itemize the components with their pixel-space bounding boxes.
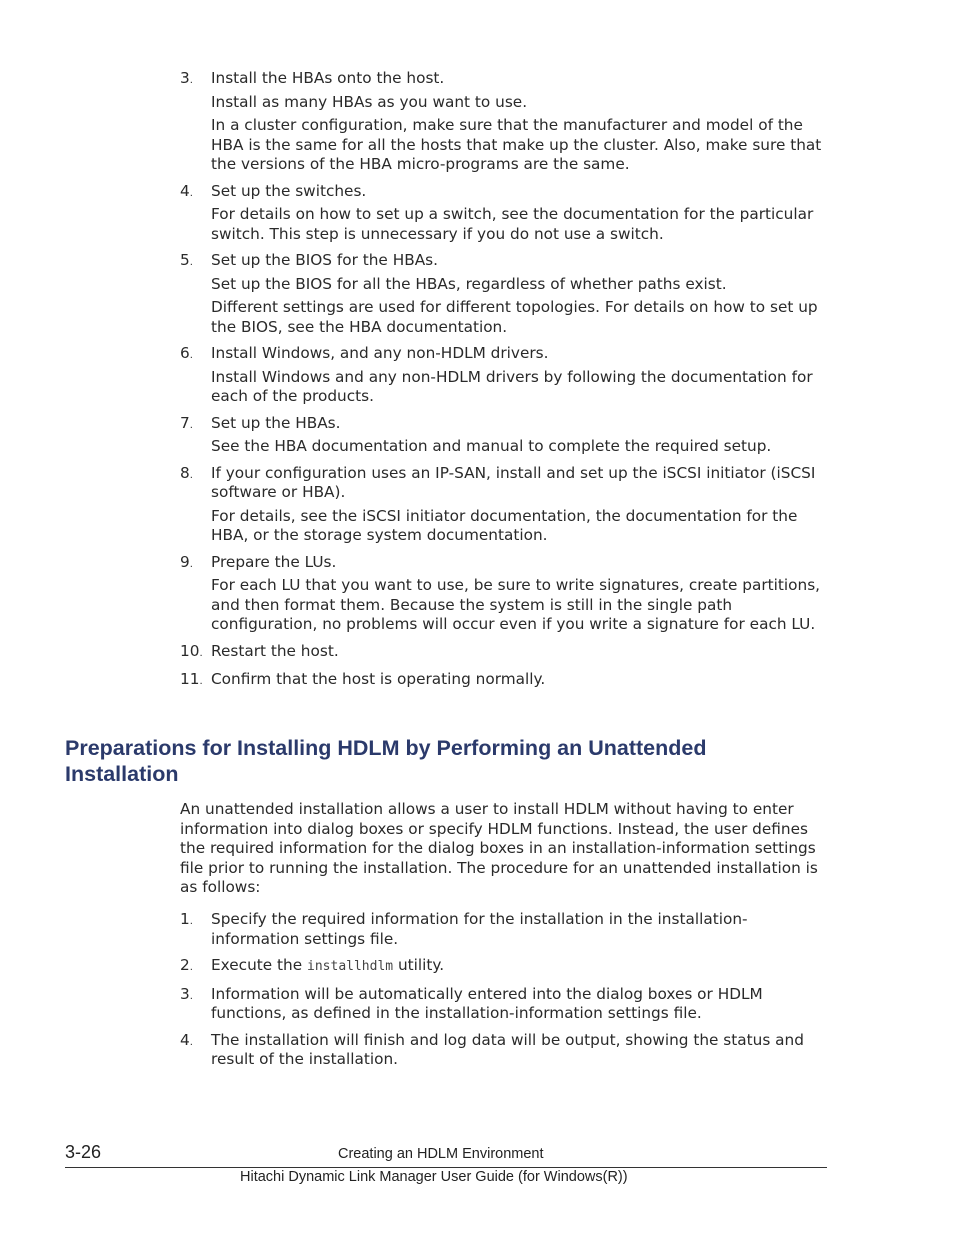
- step-paragraph: Set up the BIOS for all the HBAs, regardless of whether paths exist.: [211, 274, 727, 293]
- step-number: 9: [180, 552, 190, 571]
- step-paragraph: For details, see the iSCSI initiator documentation, the documentation for the HBA, or the storage system documentation.: [211, 506, 798, 544]
- step-number: 3: [180, 69, 190, 87]
- procedure-steps-top: [180, 69, 830, 692]
- step-paragraph: In a cluster configuration, make sure that the manufacturer and model of the HBA is the same for all the hosts that make up the cluster. Also, make sure that the versions of the HBA micro-programs are the same.: [211, 116, 822, 173]
- step-title: Confirm that the host is operating normally.: [211, 670, 546, 688]
- section-heading: Preparations for Installing HDLM by Performing an Unattended Installation: [65, 736, 707, 786]
- step-number: 5: [180, 251, 190, 269]
- step-4: 4. Set up the switches. For details on how to set up a switch, see the documentation for the particular switch. This step is unnecessary if you do not use a switch.: [180, 182, 830, 245]
- step-10: 10. Restart the host.: [180, 642, 830, 664]
- footer-divider: [65, 1167, 827, 1168]
- step-title: Set up the switches.: [211, 181, 367, 200]
- step-7: 7. Set up the HBAs. See the HBA documentation and manual to complete the required setup.: [180, 414, 830, 457]
- step-paragraph: Install as many HBAs as you want to use.: [211, 92, 528, 111]
- chapter-title: Creating an HDLM Environment: [338, 1146, 544, 1162]
- step-title: If your configuration uses an IP-SAN, install and set up the iSCSI initiator (iSCSI software or HBA).: [211, 463, 816, 501]
- step-title: Set up the HBAs.: [211, 413, 341, 432]
- step-paragraph: For details on how to set up a switch, see the documentation for the particular switch. This step is unnecessary if you do not use a switch.: [211, 205, 814, 243]
- section-intro: An unattended installation allows a user to install HDLM without having to enter information into dialog boxes or specify HDLM functions. Instead, the user defines the required information for the dialog boxes in an installation-information settings file prior to running the installation. The procedure for an unattended installation is as follows:: [180, 800, 818, 896]
- command-name: installhdlm: [307, 959, 394, 974]
- step-6: 6. Install Windows, and any non-HDLM drivers. Install Windows and any non-HDLM drivers by following the documentation for each of the products.: [180, 344, 830, 407]
- step-paragraph: Install Windows and any non-HDLM drivers by following the documentation for each of the products.: [211, 367, 813, 405]
- step-5: 5. Set up the BIOS for the HBAs. Set up the BIOS for all the HBAs, regardless of whether paths exist. Different settings are used for different topologies. For details on how to set up the BIOS, see the HBA documentation.: [180, 251, 830, 337]
- step-9: 9. Prepare the LUs. For each LU that you want to use, be sure to write signatures, create partitions, and then format them. Because the system is still in the single path configuration, no problems will occur even if you write a signature for each LU.: [180, 553, 830, 635]
- unattended-step-4: 4. The installation will finish and log data will be output, showing the status and result of the installation.: [180, 1031, 830, 1070]
- guide-title: Hitachi Dynamic Link Manager User Guide (for Windows(R)): [240, 1169, 628, 1185]
- step-number: 2: [180, 956, 190, 974]
- step-3: 3. Install the HBAs onto the host. Install as many HBAs as you want to use. In a cluster configuration, make sure that the manufacturer and model of the HBA is the same for all the hosts that make up the cluster. Also, make sure that the versions of the HBA micro-programs are the same.: [180, 69, 830, 175]
- step-text-before: Execute the: [211, 956, 308, 974]
- procedure-steps-unattended: [180, 910, 830, 1070]
- step-number: 1: [180, 910, 190, 928]
- step-number: 8: [180, 463, 190, 482]
- step-number: 10: [180, 641, 200, 660]
- unattended-step-2: 2. Execute the installhdlm utility.: [180, 956, 445, 974]
- step-11: 11. Confirm that the host is operating normally.: [180, 670, 830, 692]
- step-paragraph: Different settings are used for different topologies. For details on how to set up the BIOS, see the HBA documentation.: [211, 298, 818, 336]
- step-number: 6: [180, 344, 190, 362]
- step-number: 11: [180, 670, 200, 688]
- step-number: 7: [180, 413, 190, 432]
- step-title: Install the HBAs onto the host.: [211, 69, 445, 87]
- page-number: 3-26: [65, 1142, 102, 1162]
- step-number: 3: [180, 984, 190, 1003]
- step-number: 4: [180, 1030, 190, 1049]
- step-text-after: utility.: [393, 956, 445, 974]
- step-title: Set up the BIOS for the HBAs.: [211, 251, 438, 269]
- unattended-step-1: 1. Specify the required information for the installation in the installation-information settings file.: [180, 910, 830, 949]
- step-text: Specify the required information for the installation in the installation-information settings file.: [211, 910, 748, 948]
- step-title: Restart the host.: [211, 641, 339, 660]
- step-text: Information will be automatically entered into the dialog boxes or HDLM functions, as defined in the installation-information settings file.: [211, 984, 763, 1022]
- unattended-step-3: 3. Information will be automatically entered into the dialog boxes or HDLM functions, as defined in the installation-information settings file.: [180, 985, 830, 1024]
- step-number: 4: [180, 181, 190, 200]
- step-title: Prepare the LUs.: [211, 552, 337, 571]
- step-title: Install Windows, and any non-HDLM drivers.: [211, 344, 549, 362]
- step-paragraph: See the HBA documentation and manual to complete the required setup.: [211, 437, 772, 455]
- step-paragraph: For each LU that you want to use, be sure to write signatures, create partitions, and then format them. Because the system is still in the single path configuration, no problems will occur even if you write a signature for each LU.: [211, 576, 821, 633]
- step-8: 8. If your configuration uses an IP-SAN, install and set up the iSCSI initiator (iSCSI software or HBA). For details, see the iSCSI initiator documentation, the documentation for the HBA, or the storage system documentation.: [180, 464, 830, 546]
- step-text: The installation will finish and log data will be output, showing the status and result of the installation.: [211, 1030, 804, 1068]
